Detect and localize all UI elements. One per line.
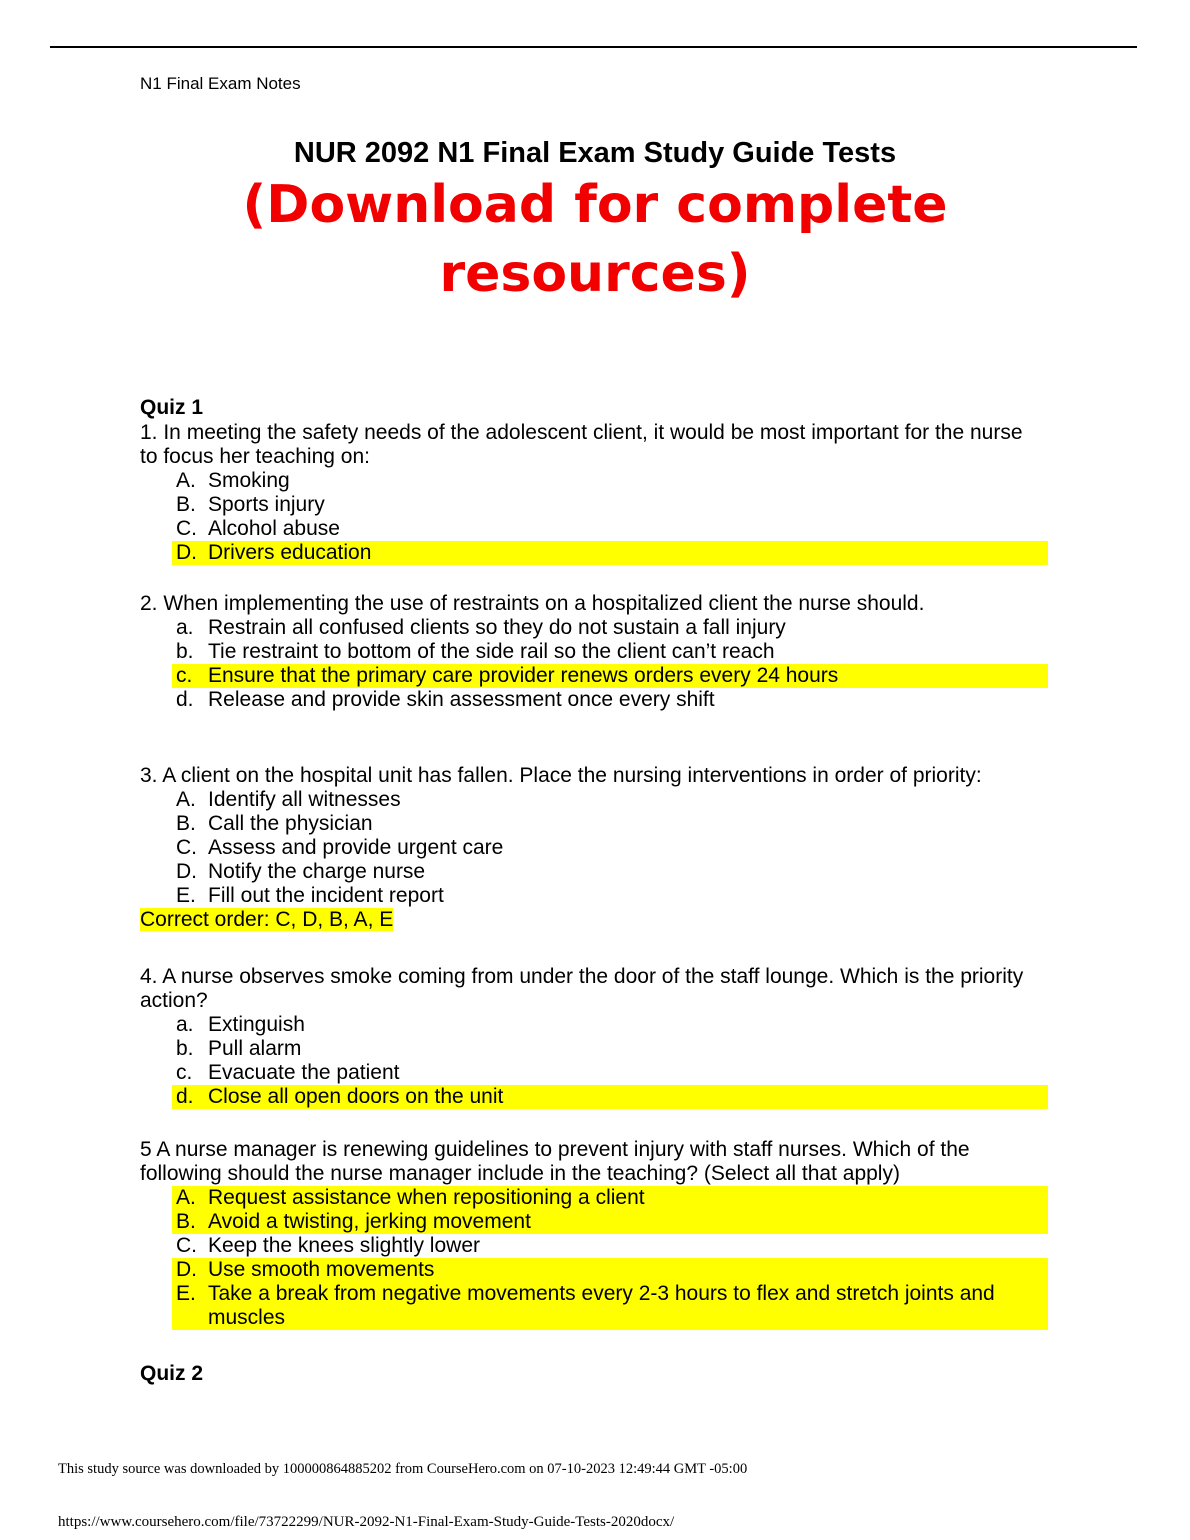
option-row (172, 640, 1048, 664)
header-rule (50, 46, 1137, 48)
option-list (140, 616, 1040, 712)
option-marker: d. (176, 688, 194, 711)
option-text: Ensure that the primary care provider renews orders every 24 hours (208, 664, 839, 687)
option-marker: A. (176, 788, 196, 811)
option-text: Sports injury (208, 493, 325, 516)
download-attribution: This study source was downloaded by 100000864885202 from CourseHero.com on 07-10-2023 12:49:44 GMT -05:00 (58, 1461, 748, 1477)
option-text: Use smooth movements (208, 1258, 435, 1281)
option-row (172, 616, 1048, 640)
option-row (172, 517, 1048, 541)
option-row (172, 884, 1048, 908)
option-text: Drivers education (208, 541, 372, 564)
option-text: Evacuate the patient (208, 1061, 400, 1084)
option-row (172, 1258, 1048, 1282)
quiz-content (140, 396, 1040, 1386)
option-row (172, 688, 1048, 712)
option-row (172, 1282, 1048, 1330)
option-text: Take a break from negative movements every 2-3 hours to flex and stretch joints and muscles (208, 1282, 995, 1329)
option-row (172, 1013, 1048, 1037)
question-text: 1. In meeting the safety needs of the adolescent client, it would be most important for the nurse to focus her teaching on: (140, 421, 1023, 468)
option-text: Call the physician (208, 812, 373, 835)
option-list (140, 469, 1040, 565)
option-text: Avoid a twisting, jerking movement (208, 1210, 531, 1233)
option-text: Request assistance when repositioning a client (208, 1186, 645, 1209)
option-row (172, 1234, 1048, 1258)
option-text: Identify all witnesses (208, 788, 401, 811)
option-marker: A. (176, 469, 196, 492)
option-marker: A. (176, 1186, 196, 1209)
option-row (172, 812, 1048, 836)
option-text: Close all open doors on the unit (208, 1085, 504, 1108)
option-marker: C. (176, 836, 197, 859)
download-banner-line2: resources) (439, 244, 751, 304)
option-marker: D. (176, 1258, 197, 1281)
option-text: Restrain all confused clients so they do not sustain a fall injury (208, 616, 786, 639)
option-list (140, 788, 1040, 908)
option-text: Alcohol abuse (208, 517, 340, 540)
option-text: Notify the charge nurse (208, 860, 426, 883)
download-banner (0, 171, 1190, 309)
option-row (172, 1037, 1048, 1061)
option-marker: a. (176, 1013, 194, 1036)
option-text: Tie restraint to bottom of the side rail so the client can’t reach (208, 640, 775, 663)
option-marker: B. (176, 493, 196, 516)
option-text: Extinguish (208, 1013, 305, 1036)
option-text: Smoking (208, 469, 290, 492)
option-row (172, 493, 1048, 517)
option-marker: C. (176, 1234, 197, 1257)
question-3 (140, 764, 1040, 932)
option-list (140, 1013, 1040, 1109)
option-row (172, 1186, 1048, 1210)
question-text: 4. A nurse observes smoke coming from under the door of the staff lounge. Which is the priority action? (140, 965, 1024, 1012)
option-marker: b. (176, 640, 194, 663)
option-marker: E. (176, 884, 196, 907)
quiz2-heading: Quiz 2 (140, 1362, 204, 1385)
title-block (0, 138, 1190, 309)
option-marker: d. (176, 1085, 194, 1108)
option-marker: c. (176, 664, 193, 687)
option-list (140, 1186, 1040, 1330)
question-text: 3. A client on the hospital unit has fallen. Place the nursing interventions in order of priority: (140, 764, 982, 787)
answer-note (140, 908, 1040, 932)
option-row (172, 469, 1048, 493)
option-marker: c. (176, 1061, 193, 1084)
option-marker: C. (176, 517, 197, 540)
option-text: Keep the knees slightly lower (208, 1234, 480, 1257)
doc-header-title: N1 Final Exam Notes (140, 74, 301, 93)
option-marker: D. (176, 541, 197, 564)
option-row (172, 860, 1048, 884)
option-text: Pull alarm (208, 1037, 302, 1060)
option-text: Fill out the incident report (208, 884, 444, 907)
option-row (172, 664, 1048, 688)
option-row (172, 541, 1048, 565)
question-4 (140, 965, 1040, 1109)
option-text: Release and provide skin assessment once every shift (208, 688, 715, 711)
question-5 (140, 1138, 1040, 1330)
option-row (172, 788, 1048, 812)
option-text: Assess and provide urgent care (208, 836, 504, 859)
source-url-link[interactable]: https://www.coursehero.com/file/73722299/NUR-2092-N1-Final-Exam-Study-Guide-Tests-2020docx/ (58, 1514, 675, 1530)
option-marker: a. (176, 616, 194, 639)
option-marker: B. (176, 1210, 196, 1233)
option-row (172, 836, 1048, 860)
answer-note-text: Correct order: C, D, B, A, E (140, 908, 394, 931)
option-marker: b. (176, 1037, 194, 1060)
download-banner-line1: (Download for complete (242, 175, 948, 235)
option-marker: D. (176, 860, 197, 883)
option-row (172, 1061, 1048, 1085)
question-text: 2. When implementing the use of restraints on a hospitalized client the nurse should. (140, 592, 925, 615)
quiz1-heading: Quiz 1 (140, 396, 204, 419)
option-row (172, 1085, 1048, 1109)
option-row (172, 1210, 1048, 1234)
question-text: 5 A nurse manager is renewing guidelines to prevent injury with staff nurses. Which of the following should the nurse manager include in the teaching? (Select all that apply) (140, 1138, 970, 1185)
question-1 (140, 421, 1040, 565)
question-2 (140, 592, 1040, 712)
page-title: NUR 2092 N1 Final Exam Study Guide Tests (293, 137, 897, 169)
option-marker: E. (176, 1282, 196, 1305)
option-marker: B. (176, 812, 196, 835)
